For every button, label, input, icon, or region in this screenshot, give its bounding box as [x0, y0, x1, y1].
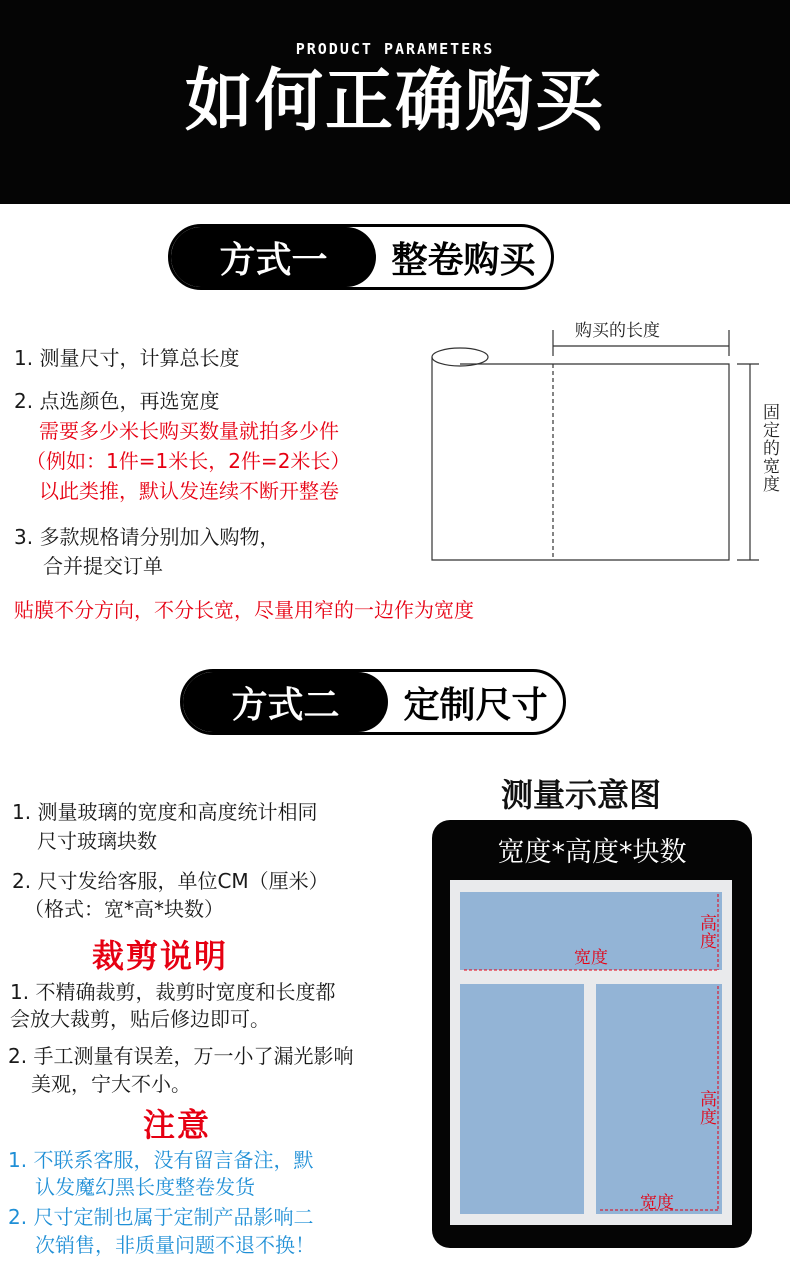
method1-step2-red-1: 需要多少米长购买数量就拍多少件 — [39, 419, 339, 443]
notice-1-line2: 认发魔幻黑长度整卷发货 — [35, 1175, 255, 1199]
measure-diagram-title: 测量示意图 — [500, 776, 661, 814]
film-roll-diagram — [425, 312, 785, 574]
window-bottom-height-label: 高度 — [696, 1090, 716, 1126]
window-frame — [450, 880, 732, 1225]
notice-1-line1: 1. 不联系客服，没有留言备注，默 — [8, 1148, 314, 1172]
window-top-height-label: 高度 — [696, 914, 716, 950]
header-subtitle: PRODUCT PARAMETERS — [295, 40, 495, 58]
method1-tab-label: 方式一 — [171, 227, 376, 287]
notice-2-line1: 2. 尺寸定制也属于定制产品影响二 — [8, 1205, 314, 1229]
method1-step2-red-2: （例如：1件=1米长，2件=2米长） — [26, 449, 351, 473]
window-dimension-lines — [450, 880, 732, 1225]
cut-instruction-2-line2: 美观，宁大不小。 — [31, 1072, 191, 1096]
method1-step3-line2: 合并提交订单 — [43, 554, 163, 578]
method2-step2-line2: （格式：宽*高*块数） — [24, 897, 224, 921]
window-diagram-caption: 宽度*高度*块数 — [497, 837, 687, 868]
method2-step1-line1: 1. 测量玻璃的宽度和高度统计相同 — [12, 800, 318, 824]
method1-tab — [168, 224, 554, 290]
notice-title: 注意 — [143, 1106, 212, 1144]
cut-instruction-1-line2: 会放大裁剪，贴后修边即可。 — [10, 1007, 270, 1031]
method2-tab-label: 方式二 — [183, 672, 388, 732]
window-top-width-label: 宽度 — [574, 948, 608, 968]
notice-2-line2: 次销售，非质量问题不退不换！ — [35, 1233, 315, 1257]
method1-note: 贴膜不分方向，不分长宽，尽量用窄的一边作为宽度 — [14, 598, 474, 622]
method1-step2-red-3: 以此类推，默认发连续不断开整卷 — [39, 479, 339, 503]
method1-step3-line1: 3. 多款规格请分别加入购物， — [14, 525, 280, 549]
window-bottom-width-label: 宽度 — [640, 1193, 674, 1213]
cut-instructions-title: 裁剪说明 — [92, 937, 229, 975]
cut-instruction-2-line1: 2. 手工测量有误差，万一小了漏光影响 — [8, 1044, 354, 1068]
method2-tab — [180, 669, 566, 735]
roll-length-label: 购买的长度 — [575, 321, 660, 341]
method1-step2: 2. 点选颜色，再选宽度 — [14, 389, 220, 413]
method1-step1: 1. 测量尺寸，计算总长度 — [14, 346, 240, 370]
method2-step1-line2: 尺寸玻璃块数 — [37, 829, 157, 853]
method2-step2-line1: 2. 尺寸发给客服，单位CM（厘米） — [12, 869, 329, 893]
method2-tab-title: 定制尺寸 — [403, 684, 548, 726]
method1-tab-title: 整卷购买 — [391, 239, 536, 281]
roll-width-label: 固定的宽度 — [759, 403, 779, 493]
cut-instruction-1-line1: 1. 不精确裁剪，裁剪时宽度和长度都 — [10, 980, 336, 1004]
page-title: 如何正确购买 — [184, 62, 605, 141]
